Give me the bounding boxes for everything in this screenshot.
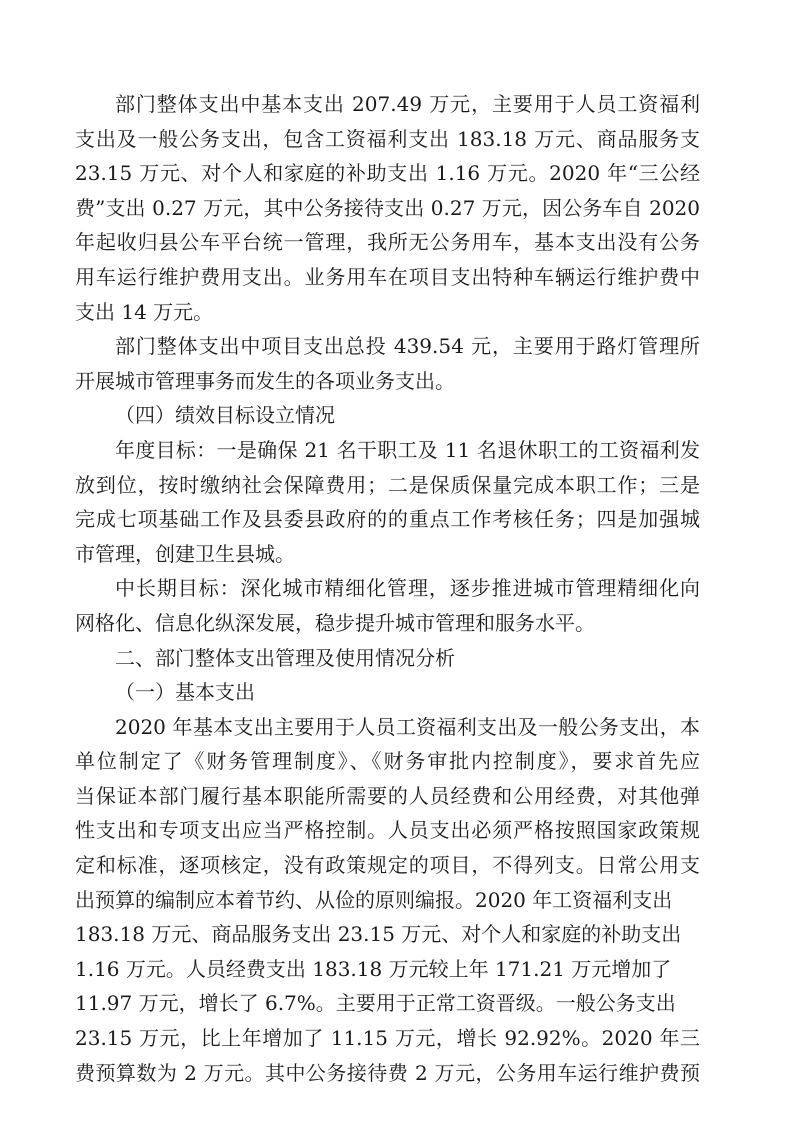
text-line: 支出及一般公务支出，包含工资福利支出 183.18 万元、商品服务支: [75, 126, 700, 151]
text-line: 23.15 万元、对个人和家庭的补助支出 1.16 万元。2020 年“三公经: [75, 161, 700, 186]
text-line: 11.97 万元，增长了 6.7%。主要用于正常工资晋级。一般公务支出: [75, 991, 676, 1016]
text-line: 年度目标：一是确保 21 名干职工及 11 名退休职工的工资福利发: [115, 437, 700, 462]
section-heading: （一）基本支出: [115, 680, 255, 705]
text-line: 定和标准，逐项核定，没有政策规定的项目，不得列支。日常公用支: [75, 853, 700, 878]
text-line: 2020 年基本支出主要用于人员工资福利支出及一般公务支出，本: [115, 714, 700, 739]
text-line: 中长期目标：深化城市精细化管理，逐步推进城市管理精细化向: [115, 576, 700, 601]
text-line: 单位制定了《财务管理制度》、《财务审批内控制度》，要求首先应: [75, 749, 700, 774]
text-line: 183.18 万元、商品服务支出 23.15 万元、对个人和家庭的补助支出: [75, 922, 682, 947]
text-line: 23.15 万元，比上年增加了 11.15 万元，增长 92.92%。2020 年三: [75, 1026, 700, 1051]
text-line: 部门整体支出中基本支出 207.49 万元，主要用于人员工资福利: [115, 92, 700, 116]
text-line: 支出 14 万元。: [75, 299, 214, 324]
text-line: 年起收归县公车平台统一管理，我所无公务用车，基本支出没有公务: [75, 230, 700, 255]
text-line: 市管理，创建卫生县城。: [75, 541, 295, 566]
text-line: 出预算的编制应本着节约、从俭的原则编报。2020 年工资福利支出: [75, 887, 673, 912]
text-line: 部门整体支出中项目支出总投 439.54 元，主要用于路灯管理所: [115, 334, 700, 359]
text-line: 用车运行维护费用支出。业务用车在项目支出特种车辆运行维护费中: [75, 264, 700, 289]
text-line: 性支出和专项支出应当严格控制。人员支出必须严格按照国家政策规: [75, 818, 700, 843]
text-line: 1.16 万元。人员经费支出 183.18 万元较上年 171.21 万元增加了: [75, 956, 672, 981]
section-heading: （四）绩效目标设立情况: [115, 403, 335, 428]
section-heading: 二、部门整体支出管理及使用情况分析: [115, 645, 455, 670]
text-line: 网格化、信息化纵深发展，稳步提升城市管理和服务水平。: [75, 610, 595, 635]
text-line: 费预算数为 2 万元。其中公务接待费 2 万元，公务用车运行维护费预: [75, 1060, 700, 1085]
text-line: 当保证本部门履行基本职能所需要的人员经费和公用经费，对其他弹: [75, 783, 700, 808]
text-line: 放到位，按时缴纳社会保障费用；二是保质保量完成本职工作；三是: [75, 472, 700, 497]
text-line: 开展城市管理事务而发生的各项业务支出。: [75, 368, 455, 393]
text-line: 完成七项基础工作及县委县政府的的重点工作考核任务；四是加强城: [75, 507, 700, 532]
document-page: [75, 87, 700, 1090]
text-line: 费”支出 0.27 万元，其中公务接待支出 0.27 万元，因公务车自 2020: [75, 195, 700, 220]
